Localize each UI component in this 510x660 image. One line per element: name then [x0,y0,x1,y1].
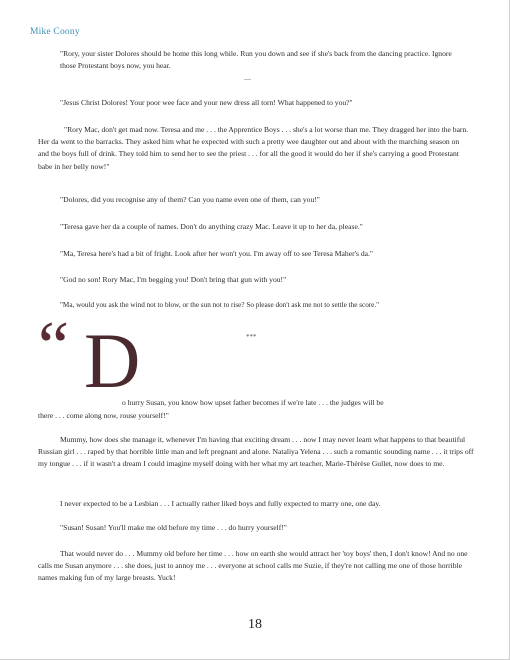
paragraph: "Rory Mac, don't get mad now. Teresa and me . . . the Apprentice Boys . . . she's a lot worse than me. They dragged her into the barn. Her da went to the barracks. They asked him what he expected with such a pretty wee daughter out and about with the marching season on and the boys full of drink. They told him to send her to see the priest . . . for all the good it would do her if she's carrying a good Protestant babe in her belly now!" [38,125,469,171]
page-number: 18 [248,617,262,632]
paragraph: Mummy, how does she manage it, whenever I'm having that exciting dream . . . now I may never learn what happens to that beautiful Russian girl . . . raped by that horrible little man and left pregnant and alone. Nataliya Yelena . . . such a romantic sounding name . . . it trips off my tongue . . . if it wasn't a dream I could imagine myself doing with her what my art teacher, Marie-Thérèse Gullet, now does to me. [38,435,474,469]
section-separator-dash: — [244,75,251,83]
opening-quote-mark: “ [38,308,70,385]
paragraph: "Rory, your sister Dolores should be home this long while. Run you down and see if she's back from the dancing practice. Ignore those Protestant boys now, you hear. [60,49,452,71]
paragraph: "Ma, Teresa here's had a bit of fright. Look after her won't you. I'm away off to see Teresa Maher's da." [60,249,373,258]
paragraph: o hurry Susan, you know how upset father becomes if we're late . . . the judges will be [122,398,384,407]
running-header-author: Mike Coony [30,27,80,37]
section-separator-stars: *** [246,333,257,341]
paragraph: "God no son! Rory Mac, I'm begging you! Don't bring that gun with you!" [60,275,287,284]
paragraph: I never expected to be a Lesbian . . . I actually rather liked boys and fully expected to marry one, one day. [60,499,381,508]
paragraph: "Ma, would you ask the wind not to blow, or the sun not to rise? So please don't ask me not to settle the score." [60,301,380,309]
paragraph: "Dolores, did you recognise any of them? Can you name even one of them, can you!" [60,195,320,204]
paragraph: That would never do . . . Mummy old before her time . . . how on earth she would attract her 'toy boys' then, I don't know! And no one calls me Susan anymore . . . she does, just to annoy me . . . everyone at school calls me Suzie, if they're not calling me one of those horrible names making fun of my large breasts. Yuck! [38,549,468,583]
paragraph: "Jesus Christ Dolores! Your poor wee face and your new dress all torn! What happened to you?" [60,98,353,107]
drop-cap-letter: D [84,317,141,404]
paragraph: "Susan! Susan! You'll make me old before my time . . . do hurry yourself!" [60,523,287,532]
paragraph: "Teresa gave her da a couple of names. Don't do anything crazy Mac. Leave it up to her da, please." [60,222,363,231]
paragraph: there . . . come along now, rouse yourself!" [38,411,169,420]
